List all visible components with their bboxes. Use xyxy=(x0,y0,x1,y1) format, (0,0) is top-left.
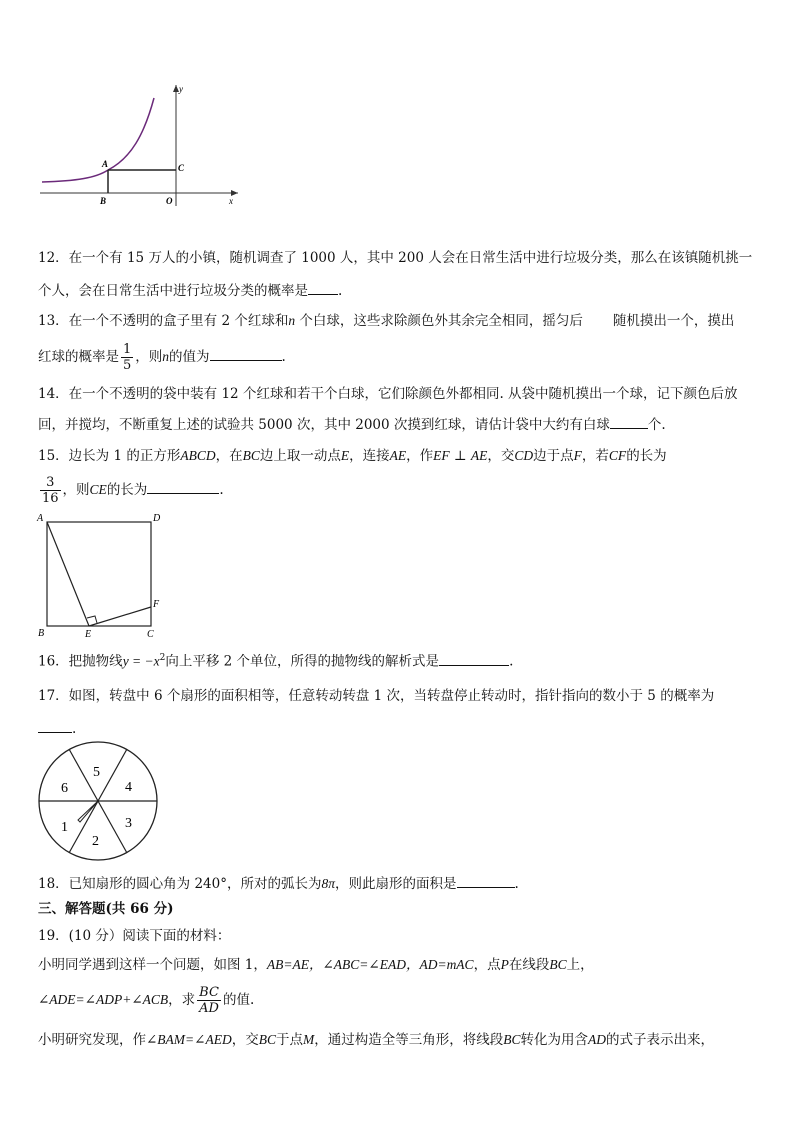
q17-answer-blank[interactable] xyxy=(38,718,72,733)
x-axis-label: x xyxy=(229,196,233,206)
point-a-label: A xyxy=(102,159,109,169)
q12-text: 个人，会在日常生活中进行垃圾分类的概率是 xyxy=(38,283,308,299)
fig-label-c: C xyxy=(147,629,154,640)
q19-line1: 19．(10 分）阅读下面的材料： xyxy=(38,928,231,944)
q17-line2: . xyxy=(38,718,76,739)
square-figure xyxy=(34,510,169,642)
q19-line4: 小明研究发现，作∠BAM=∠AED，交BC于点M，通过构造全等三角形，将线段BC转化为用含AD的式子表示出来， xyxy=(38,1032,714,1048)
sector-1: 1 xyxy=(61,820,68,835)
q14-line2: 回，并搅均，不断重复上述的试验共 5000 次，其中 2000 次摸到红球，请估计袋中大约有白球 个. xyxy=(38,414,666,435)
function-graph xyxy=(36,80,246,210)
q15-line1: 15．边长为 1 的正方形ABCD，在BC边上取一动点E，连接AE，作EF ⊥ AE，交CD边于点F，若CF的长为 xyxy=(38,448,667,464)
q15-fraction: $\frac{3}{16}$ xyxy=(42,475,59,506)
q17-line1: 17．如图，转盘中 6 个扇形的面积相等，任意转动转盘 1 次，当转盘停止转动时，指针指向的数小于 5 的概率为 xyxy=(38,688,715,704)
q13-text-b: 个白球，这些求除颜色外其余完全相同，摇匀后 xyxy=(295,313,583,329)
q13-text-a: 13．在一个不透明的盒子里有 2 个红球和 xyxy=(38,313,289,329)
q13-fraction: $\frac{1}{5}$ xyxy=(123,342,132,373)
sector-4: 4 xyxy=(125,780,132,795)
q16-line: 16．把抛物线$y = -x^2$向上平移 2 个单位，所得的抛物线的解析式是 . xyxy=(38,648,513,672)
q13-text-d: 红球的概率是 xyxy=(38,349,119,365)
q13-answer-blank[interactable] xyxy=(210,346,282,361)
q14-line1: 14．在一个不透明的袋中装有 12 个红球和若干个白球，它们除颜色外都相同. 从袋中随机摸出一个球，记下颜色后放 xyxy=(38,386,738,402)
q13-line1 xyxy=(38,311,734,331)
q14-answer-blank[interactable] xyxy=(610,414,648,429)
q13-text-e: ，则 xyxy=(135,349,163,365)
fig-label-f: F xyxy=(153,599,160,610)
point-c-label: C xyxy=(178,163,185,173)
q12-period: . xyxy=(338,283,343,299)
q12-answer-blank[interactable] xyxy=(308,280,338,295)
q16-answer-blank[interactable] xyxy=(439,651,509,666)
sector-5: 5 xyxy=(93,765,100,780)
q14-text: 回，并搅均，不断重复上述的试验共 5000 次，其中 2000 次摸到红球，请估计袋中大约有白球 xyxy=(38,417,610,433)
fig-label-e: E xyxy=(85,629,92,640)
q18-answer-blank[interactable] xyxy=(457,873,515,888)
origin-label: O xyxy=(166,196,173,206)
q18-line: 18．已知扇形的圆心角为 240°，所对的弧长为8π，则此扇形的面积是 . xyxy=(38,873,519,894)
q19-fraction: $\frac{BC}{AD}$ xyxy=(199,985,219,1016)
q12-line2 xyxy=(38,280,342,301)
sector-2: 2 xyxy=(92,834,99,849)
sector-3: 3 xyxy=(125,816,132,831)
section-heading: 三、解答题(共 66 分) xyxy=(38,901,174,917)
q13-text-f: 的值为 xyxy=(169,349,210,365)
spinner-wheel xyxy=(36,740,162,862)
q15-answer-blank[interactable] xyxy=(147,479,219,494)
fig-label-d: D xyxy=(153,513,161,524)
q13-line2: 红球的概率是 $\frac{1}{5}$ ，则n的值为 . xyxy=(38,342,286,373)
q16-formula: y = −x xyxy=(122,653,160,669)
q13-text-c: 随机摸出一个，摸出 xyxy=(612,313,735,329)
fig-label-a: A xyxy=(37,513,44,524)
q19-line3: ∠ADE=∠ADP+∠ACB，求 $\frac{BC}{AD}$ 的值. xyxy=(38,985,255,1016)
q13-var-n: n xyxy=(288,313,296,328)
q19-line2: 小明同学遇到这样一个问题，如图 1，AB=AE，∠ABC=∠EAD，AD=mAC，点P在线段BC上， xyxy=(38,957,594,973)
sector-6: 6 xyxy=(61,781,68,796)
q15-line2: $\frac{3}{16}$ ，则CE的长为 . xyxy=(42,475,224,506)
point-b-label: B xyxy=(100,196,107,206)
fig-label-b: B xyxy=(38,628,45,639)
q18-arc: 8π xyxy=(321,876,336,891)
q12-line1: 12．在一个有 15 万人的小镇，随机调查了 1000 人，其中 200 人会在日常生活中进行垃圾分类，那么在该镇随机挑一 xyxy=(38,250,753,266)
y-axis-label: y xyxy=(179,84,183,94)
